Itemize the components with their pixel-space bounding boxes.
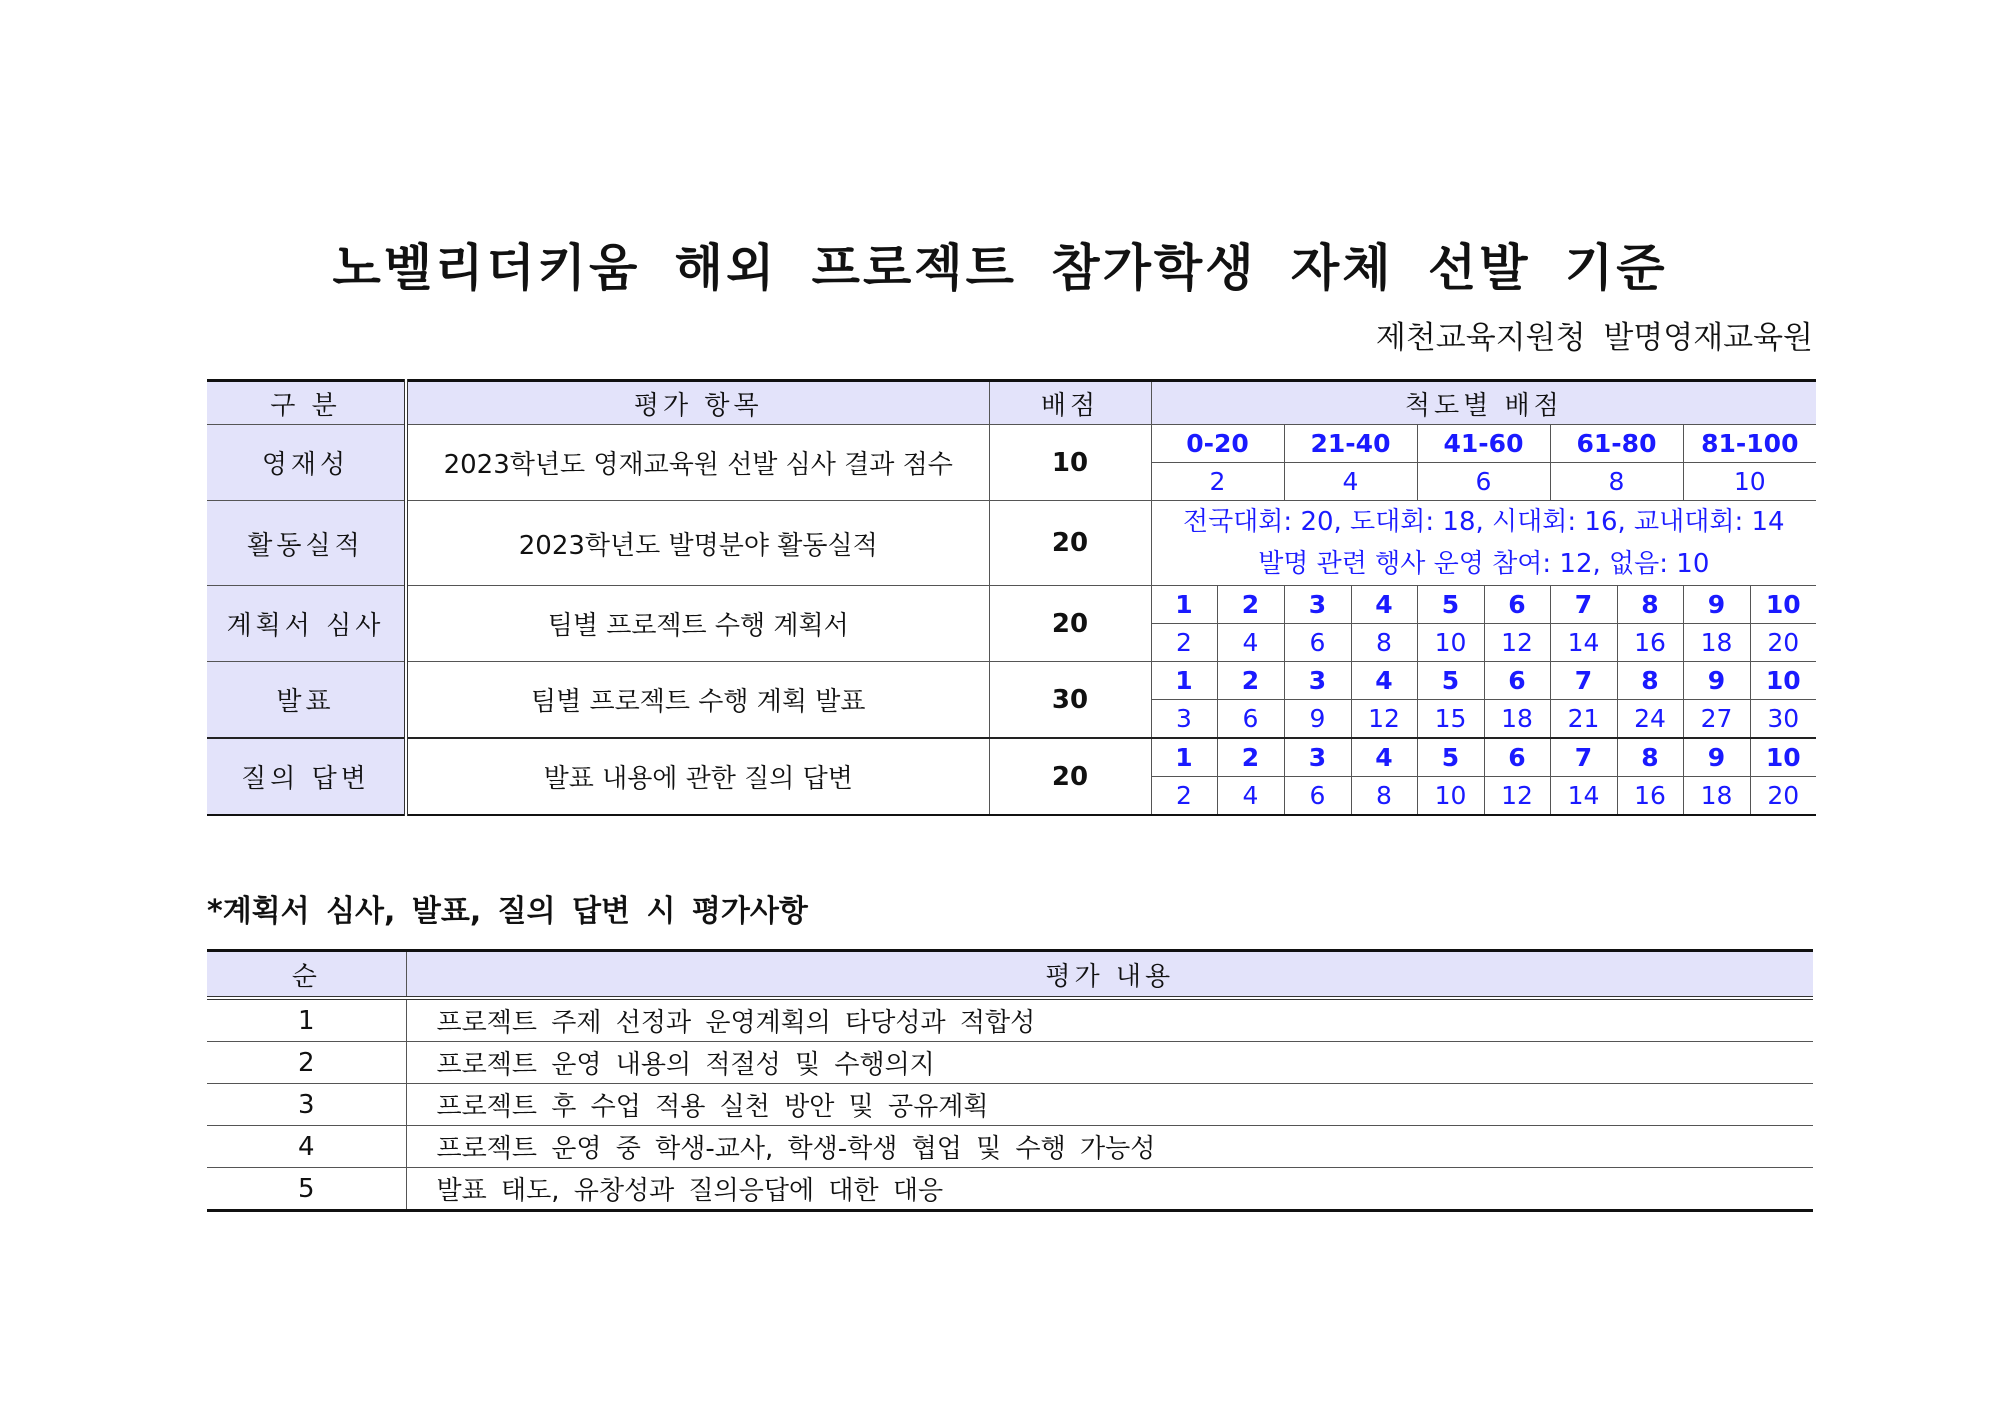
level-score-cell: 8	[1351, 624, 1417, 662]
section-subtitle: *계획서 심사, 발표, 질의 답변 시 평가사항	[207, 894, 808, 929]
level-cell: 2	[1217, 662, 1284, 700]
level-cell: 1	[1151, 662, 1217, 700]
level-cell: 9	[1683, 738, 1750, 777]
item-cell: 2023학년도 영재교육원 선발 심사 결과 점수	[406, 425, 989, 501]
level-score-cell: 18	[1484, 700, 1550, 739]
header-item: 평가 항목	[406, 381, 989, 425]
item-cell: 팀별 프로젝트 수행 계획 발표	[406, 662, 989, 739]
order-cell: 2	[207, 1042, 406, 1084]
category-cell: 발표	[207, 662, 406, 739]
table-row	[207, 1126, 1813, 1168]
range-score-cell: 6	[1417, 463, 1550, 501]
content-cell: 프로젝트 주제 선정과 운영계획의 타당성과 적합성	[406, 998, 1813, 1042]
points-cell: 20	[989, 501, 1151, 586]
level-score-cell: 24	[1617, 700, 1683, 739]
item-cell: 팀별 프로젝트 수행 계획서	[406, 586, 989, 662]
category-cell: 영재성	[207, 425, 406, 501]
level-cell: 5	[1417, 738, 1484, 777]
criteria-table	[207, 379, 1816, 816]
criteria-row	[207, 586, 1816, 624]
points-cell: 30	[989, 662, 1151, 739]
level-score-cell: 2	[1151, 777, 1217, 816]
range-score-cell: 8	[1550, 463, 1683, 501]
table-row	[207, 1168, 1813, 1211]
level-cell: 6	[1484, 662, 1550, 700]
level-score-cell: 2	[1151, 624, 1217, 662]
level-score-cell: 9	[1284, 700, 1351, 739]
range-cell: 41-60	[1417, 425, 1550, 463]
level-score-cell: 8	[1351, 777, 1417, 816]
points-cell: 20	[989, 738, 1151, 815]
level-score-cell: 4	[1217, 624, 1284, 662]
level-score-cell: 12	[1351, 700, 1417, 739]
level-cell: 9	[1683, 586, 1750, 624]
header-category: 구 분	[207, 381, 406, 425]
page-title: 노벨리더키움 해외 프로젝트 참가학생 자체 선발 기준	[332, 239, 1668, 297]
level-score-cell: 12	[1484, 777, 1550, 816]
level-cell: 8	[1617, 586, 1683, 624]
level-score-cell: 15	[1417, 700, 1484, 739]
level-score-cell: 21	[1550, 700, 1617, 739]
level-cell: 3	[1284, 662, 1351, 700]
level-cell: 8	[1617, 738, 1683, 777]
level-cell: 7	[1550, 662, 1617, 700]
content-cell: 프로젝트 운영 내용의 적절성 및 수행의지	[406, 1042, 1813, 1084]
category-cell: 계획서 심사	[207, 586, 406, 662]
criteria-row	[207, 425, 1816, 463]
evaluation-header-row	[207, 951, 1813, 999]
order-cell: 5	[207, 1168, 406, 1211]
criteria-row	[207, 662, 1816, 700]
level-cell: 1	[1151, 586, 1217, 624]
level-score-cell: 3	[1151, 700, 1217, 739]
range-score-cell: 4	[1284, 463, 1417, 501]
level-score-cell: 14	[1550, 624, 1617, 662]
level-cell: 8	[1617, 662, 1683, 700]
range-cell: 61-80	[1550, 425, 1683, 463]
order-cell: 1	[207, 998, 406, 1042]
category-cell: 활동실적	[207, 501, 406, 586]
level-score-cell: 14	[1550, 777, 1617, 816]
range-cell: 0-20	[1151, 425, 1284, 463]
level-score-cell: 12	[1484, 624, 1550, 662]
range-cell: 81-100	[1683, 425, 1816, 463]
level-cell: 10	[1750, 738, 1816, 777]
level-score-cell: 6	[1217, 700, 1284, 739]
table-row	[207, 998, 1813, 1042]
points-cell: 10	[989, 425, 1151, 501]
header-scale: 척도별 배점	[1151, 381, 1816, 425]
category-cell: 질의 답변	[207, 738, 406, 815]
level-cell: 7	[1550, 586, 1617, 624]
range-cell: 21-40	[1284, 425, 1417, 463]
level-score-cell: 4	[1217, 777, 1284, 816]
activity-scale-cell	[1151, 501, 1816, 586]
level-cell: 5	[1417, 586, 1484, 624]
level-cell: 4	[1351, 662, 1417, 700]
activity-scale-line2: 발명 관련 행사 운영 참여: 12, 없음: 10	[1258, 549, 1710, 579]
level-cell: 6	[1484, 586, 1550, 624]
item-cell: 발표 내용에 관한 질의 답변	[406, 738, 989, 815]
level-score-cell: 16	[1617, 624, 1683, 662]
content-cell: 발표 태도, 유창성과 질의응답에 대한 대응	[406, 1168, 1813, 1211]
level-cell: 4	[1351, 586, 1417, 624]
range-score-cell: 2	[1151, 463, 1284, 501]
header-content: 평가 내용	[406, 951, 1813, 999]
level-cell: 1	[1151, 738, 1217, 777]
activity-scale-line1: 전국대회: 20, 도대회: 18, 시대회: 16, 교내대회: 14	[1182, 507, 1785, 537]
level-score-cell: 10	[1417, 624, 1484, 662]
header-points: 배점	[989, 381, 1151, 425]
level-score-cell: 18	[1683, 624, 1750, 662]
content-cell: 프로젝트 운영 중 학생-교사, 학생-학생 협업 및 수행 가능성	[406, 1126, 1813, 1168]
criteria-row	[207, 738, 1816, 777]
level-score-cell: 20	[1750, 624, 1816, 662]
order-cell: 3	[207, 1084, 406, 1126]
level-score-cell: 27	[1683, 700, 1750, 739]
level-cell: 2	[1217, 738, 1284, 777]
level-score-cell: 6	[1284, 777, 1351, 816]
criteria-header-row	[207, 381, 1816, 425]
content-cell: 프로젝트 후 수업 적용 실천 방안 및 공유계획	[406, 1084, 1813, 1126]
level-cell: 3	[1284, 738, 1351, 777]
level-cell: 7	[1550, 738, 1617, 777]
level-score-cell: 10	[1417, 777, 1484, 816]
level-cell: 3	[1284, 586, 1351, 624]
level-score-cell: 20	[1750, 777, 1816, 816]
criteria-row	[207, 501, 1816, 586]
level-cell: 6	[1484, 738, 1550, 777]
header-order: 순	[207, 951, 406, 999]
level-cell: 10	[1750, 662, 1816, 700]
level-cell: 10	[1750, 586, 1816, 624]
evaluation-table	[207, 949, 1813, 1212]
range-score-cell: 10	[1683, 463, 1816, 501]
table-row	[207, 1084, 1813, 1126]
item-cell: 2023학년도 발명분야 활동실적	[406, 501, 989, 586]
organization-name: 제천교육지원청 발명영재교육원	[1375, 320, 1813, 356]
level-score-cell: 30	[1750, 700, 1816, 739]
level-cell: 2	[1217, 586, 1284, 624]
level-score-cell: 6	[1284, 624, 1351, 662]
level-cell: 4	[1351, 738, 1417, 777]
level-cell: 5	[1417, 662, 1484, 700]
table-row	[207, 1042, 1813, 1084]
points-cell: 20	[989, 586, 1151, 662]
level-score-cell: 18	[1683, 777, 1750, 816]
level-cell: 9	[1683, 662, 1750, 700]
level-score-cell: 16	[1617, 777, 1683, 816]
order-cell: 4	[207, 1126, 406, 1168]
